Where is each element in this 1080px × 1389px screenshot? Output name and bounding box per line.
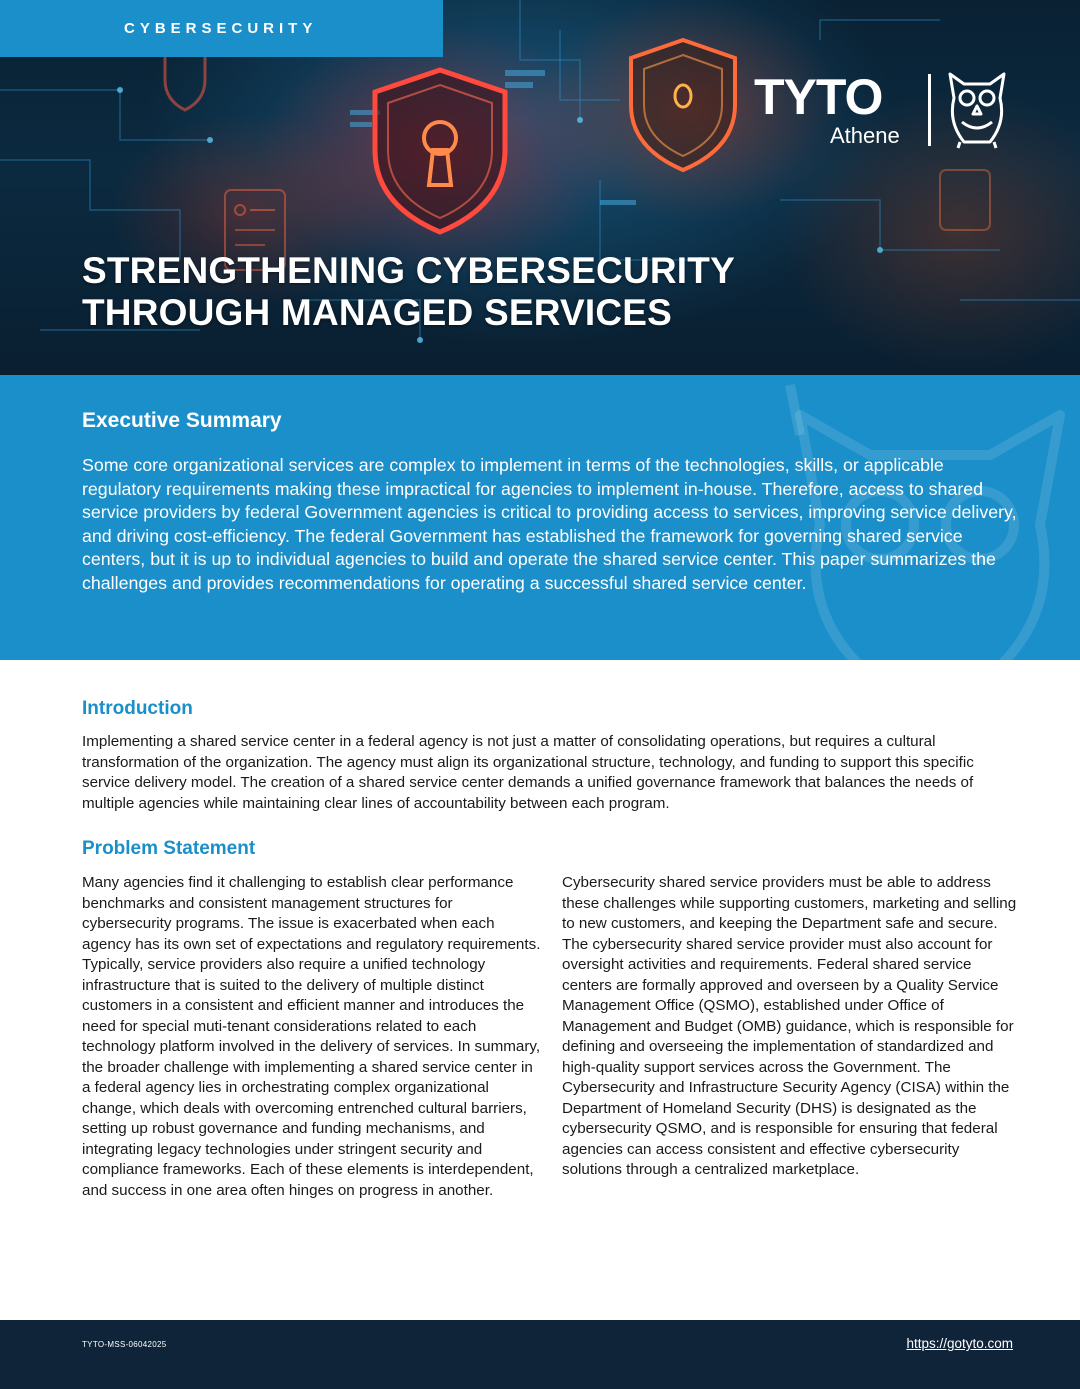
introduction-body: Implementing a shared service center in a federal agency is not just a matter of consolidating operations, but requires a cultural transformation of the organization. The agency must align its organizational structure, technology, and funding to support this specific service delivery model. The creation of a shared service center demands a unified governance framework that balances the needs of multiple agencies while maintaining clear lines of accountability between each program. (82, 733, 974, 812)
owl-logo-icon (940, 62, 1014, 150)
executive-summary-body: Some core organizational services are complex to implement in terms of the technologies, skills, or applicable regulatory requirements making these impractical for agencies to implement in-house. Therefore, access to shared service providers by federal Government agencies is critical to providing access to services, improving service delivery, and driving cost-efficiency. The federal Government has established the framework for governing shared service centers, but it is up to individual agencies to build and operate the shared service center. This paper summarizes the challenges and provides recommendations for operating a successful shared service center. (82, 455, 1017, 593)
logo-wordmark: TYTO (754, 69, 883, 125)
page-title-line-1: STRENGTHENING CYBERSECURITY (82, 250, 735, 291)
category-tag: CYBERSECURITY (0, 0, 443, 57)
website-link[interactable]: https://gotyto.com (906, 1336, 1013, 1351)
shield-lock-icon (631, 40, 735, 170)
executive-summary-heading: Executive Summary (82, 409, 282, 432)
logo-divider (928, 74, 931, 146)
hero-banner (0, 0, 1080, 375)
page-title-line-2: THROUGH MANAGED SERVICES (82, 292, 673, 333)
page-footer (0, 1320, 1080, 1389)
page-title (82, 250, 982, 334)
problem-statement-left-column: Many agencies find it challenging to establish clear performance benchmarks and consistent management structures for cybersecurity programs. The issue is exacerbated when each agency has its own set of expectations and regulatory requirements. Typically, service providers also require a unified technology infrastructure that is suited to the delivery of multiple distinct customers in a consistent and efficient manner and introduces the need for special muti-tenant considerations related to each technology platform involved in the delivery of services. In summary, the broader challenge with implementing a shared service center in a federal agency lies in orchestrating complex organizational change, which deals with overcoming entrenched cultural barriers, setting up robust governance and funding mechanisms, and integrating legacy technologies under stringent security and compliance frameworks. Each of these elements is interdependent, and success in one area often hinges on progress in another. (82, 874, 541, 1199)
problem-statement-right-column: Cybersecurity shared service providers must be able to address these challenges while supporting customers, marketing and selling to new customers, and keeping the Department safe and secure. The cybersecurity shared service provider must also account for oversight activities and requirements. Federal shared service centers are formally approved and overseen by a Quality Service Management Office (QSMO), established under Office of Management and Budget (OMB) guidance, which is responsible for defining and overseeing the implementation of standardized and high-quality support services across the Government. The Cybersecurity and Infrastructure Security Agency (CISA) within the Department of Homeland Security (DHS) is designated as the cybersecurity QSMO, and is responsible for ensuring that federal agencies can access consistent and effective cybersecurity solutions through a centralized marketplace. (562, 874, 1017, 1178)
executive-summary-panel (0, 375, 1080, 660)
document-code: TYTO-MSS-06042025 (82, 1340, 167, 1349)
tyto-athene-logo (754, 60, 1014, 150)
introduction-heading: Introduction (82, 698, 193, 719)
shield-keyhole-icon (375, 70, 505, 232)
logo-subtitle: Athene (830, 123, 900, 148)
problem-statement-heading: Problem Statement (82, 838, 256, 859)
